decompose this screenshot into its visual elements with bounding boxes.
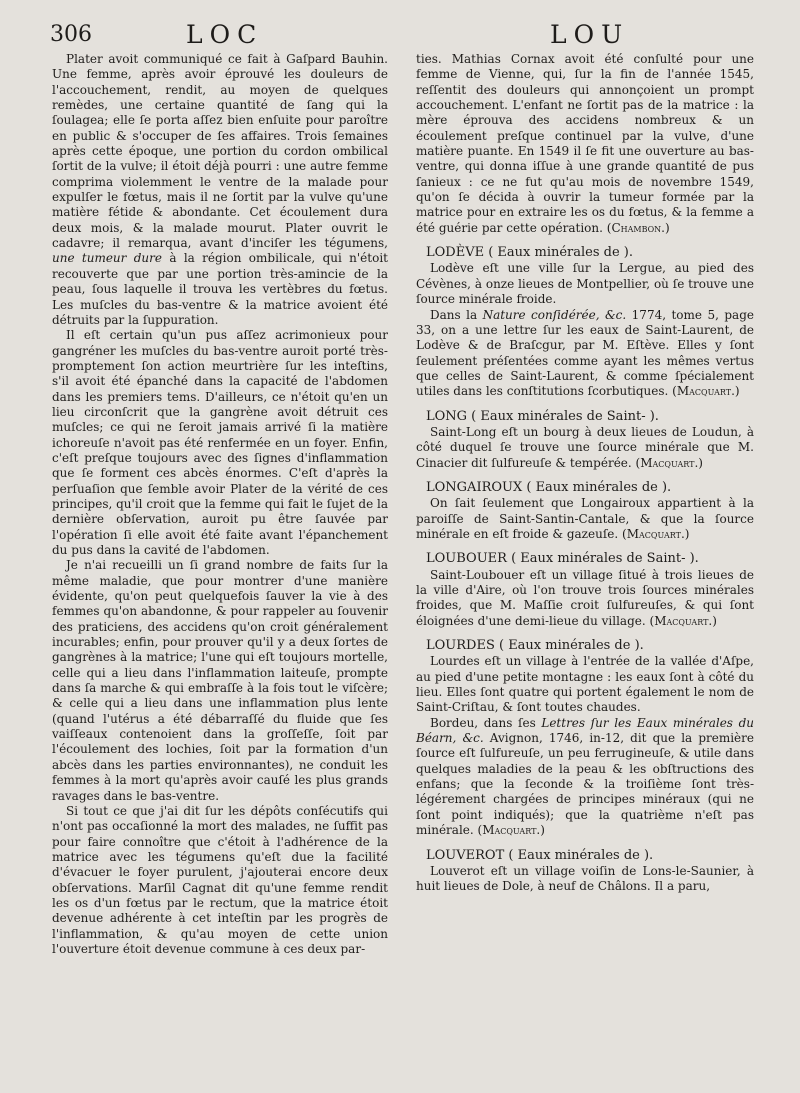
author-signature: Macquart.: [626, 526, 685, 541]
paragraph: ties. Mathias Cornax avoit été conſulté pour une femme de Vienne, qui, ſur la fin de l'année 1545, reſſentit des douleurs qui annonçoient un prompt accouchement. L'enfant ne ſortit pas de la matrice : la mère éprouva des accidens nombreux & un écoulement preſque continuel par la vulve, d'une matière puante. En 1549 il ſe fit une ouverture au bas-ventre, qui donna iſſue à une grande quantité de pus ſanieux : ce ne fut qu'au mois de novembre 1549, qu'on ſe décida à ouvrir la tumeur formée par la matrice pour en extraire les os du fœtus, & la femme a été guérie par cette opération. (Chambon.): [416, 52, 754, 235]
header-right-word: LOU: [550, 20, 630, 49]
author-signature: Chambon.: [611, 220, 665, 235]
entry-lodeve: [416, 245, 754, 399]
right-column: [416, 52, 754, 895]
author-signature: Macquart.: [482, 823, 541, 838]
italic-title: Nature conſidérée, &c.: [482, 307, 627, 322]
entry-loubouer: [416, 551, 754, 629]
paragraph: Il eſt certain qu'un pus aſſez acrimonieux pour gangréner les muſcles du bas-ventre auroit porté très-promptement ſon action meurtrière ſur les inteſtins, s'il avoit été épanché dans la capacité de l'abdomen dans les premiers tems. D'ailleurs, ce n'étoit qu'en un lieu circonſcrit que la gangrène avoit détruit ces muſcles; ce qui ne ſeroit jamais arrivé ſi la matière ichoreuſe n'avoit pas été renfermée en un foyer. Enfin, c'eſt preſque toujours avec des ſignes d'inflammation que ſe forment ces abcès énormes. C'eſt d'après la perſuaſion que ſemble avoir Plater de la vérité de ces principes, qu'il croit que la femme qui fait le ſujet de la dernière obſervation, auroit pu être ſauvée par l'opération ſi elle avoit été faite avant l'épanchement du pus dans la cavité de l'abdomen.: [52, 328, 388, 557]
italic-phrase: une tumeur dure: [52, 251, 162, 266]
paragraph: Saint-Long eſt un bourg à deux lieues de Loudun, à côté duquel ſe trouve une ſource minérale que M. Cinacier dit ſulfureuſe & tempérée. (Macquart.): [416, 424, 754, 470]
entry-title: LODÈVE ( Eaux minérales de ).: [426, 245, 634, 261]
entry-title: LONG ( Eaux minérales de Saint- ).: [426, 408, 659, 424]
page-number: 306: [50, 22, 92, 47]
italic-title: Lettres ſur les Eaux minérales du Béarn, &c.: [416, 715, 754, 746]
author-signature: Macquart.: [640, 455, 699, 470]
left-column: [52, 52, 388, 957]
entry-long: [416, 409, 754, 471]
entry-lourdes: [416, 638, 754, 838]
entry-louverot: [416, 848, 754, 895]
paragraph: Dans la Nature conſidérée, &c. 1774, tome 5, page 33, on a une lettre ſur les eaux de Saint-Laurent, de Lodève & de Braſcgur, par M. Eſtève. Elles y ſont ſeulement préſentées comme ayant les mêmes vertus que celles de Saint-Laurent, & comme ſpécialement utiles dans les conſtitutions ſcorbutiques. (Macquart.): [416, 307, 754, 399]
entry-title: LOURDES ( Eaux minérales de ).: [426, 638, 644, 654]
paragraph: Bordeu, dans ſes Lettres ſur les Eaux minérales du Béarn, &c. Avignon, 1746, in-12, dit que la première ſource eſt ſulfureuſe, un peu ferrugineuſe, & utile dans quelques maladies de la peau & les obſtructions des enfans; que la ſeconde & la troiſième ſont très-légérement chargées de principes minéraux (qui ne ſont point indiqués); que la quatrième n'eſt pas minérale. (Macquart.): [416, 715, 754, 838]
paragraph: Saint-Loubouer eſt un village ſitué à trois lieues de la ville d'Aire, où l'on trouve trois ſources minérales froides, que M. Maſſie croit ſulfureuſes, & qui ſont éloignées d'une demi-lieue du village. (Macquart.): [416, 567, 754, 628]
author-signature: Macquart.: [654, 613, 713, 628]
paragraph: Si tout ce que j'ai dit ſur les dépôts conſécutifs qui n'ont pas occaſionné la mort des malades, ne ſuffit pas pour faire connoître que c'étoit à l'adhérence de la matrice avec les tégumens qu'eſt due la facilité d'évacuer le foyer purulent, j'ajouterai encore deux obſervations. Marſil Cagnat dit qu'une femme rendit les os d'un fœtus par le rectum, que la matrice étoit devenue adhérente à cet inteſtin par les progrès de l'inflammation, & qu'au moyen de cette union l'ouverture étoit devenue commune à ces deux par-: [52, 803, 388, 956]
entry-longairoux: [416, 480, 754, 542]
paragraph: Lourdes eſt un village à l'entrée de la vallée d'Aſpe, au pied d'une petite montagne : les eaux ſont à côté du lieu. Elles ſont quatre qui portent également le nom de Saint-Criſtau, & ſont toutes chaudes.: [416, 654, 754, 715]
paragraph: On ſait ſeulement que Longairoux appartient à la paroiſſe de Saint-Santin-Cantale, & que la ſource minérale en eſt froide & gazeuſe. (Macquart.): [416, 496, 754, 541]
entry-title: LOUBOUER ( Eaux minérales de Saint- ).: [426, 551, 699, 567]
paragraph: Je n'ai recueilli un ſi grand nombre de faits ſur la même maladie, que pour montrer d'une manière évidente, qu'on peut quelquefois ſauver la vie à des femmes qu'on abandonne, & pour rappeler au ſouvenir des praticiens, des accidens qu'on croit généralement incurables; enfin, pour prouver qu'il y a deux ſortes de gangrènes à la matrice; l'une qui eſt toujours mortelle, celle qui a lieu dans l'inflammation laiteuſe, prompte dans ſa marche & qui embraſſe à la fois tout le viſcère; & celle qui a lieu dans une inflammation plus lente (quand l'utérus a été débarraſſé du fluide que ſes vaiſſeaux contenoient dans la groſſeſſe, ſoit par l'écoulement des lochies, ſoit par la formation d'un abcès dans les parties environnantes), ne conduit les femmes à la mort qu'après avoir cauſé les plus grands ravages dans le bas-ventre.: [52, 558, 388, 803]
paragraph: Louverot eſt un village voiſin de Lons-le-Saunier, à huit lieues de Dole, à neuf de Châlons. Il a paru,: [416, 863, 754, 894]
entry-title: LOUVEROT ( Eaux minérales de ).: [426, 847, 654, 863]
header-left-word: LOC: [186, 20, 264, 49]
paragraph: Lodève eſt une ville ſur la Lergue, au pied des Cévènes, à onze lieues de Montpellier, où ſe trouve une ſource minérale froide.: [416, 261, 754, 307]
running-header: [0, 20, 800, 52]
author-signature: Macquart.: [676, 384, 735, 399]
paragraph: Plater avoit communiqué ce fait à Gaſpard Bauhin. Une femme, après avoir éprouvé les douleurs de l'accouchement, rendit, au moyen de quelques remèdes, une certaine quantité de ſang qui la ſoulagea; elle ſe porta aſſez bien enſuite pour paroître en public & s'occuper de ſes affaires. Trois ſemaines après cette époque, une portion du cordon ombilical ſortit de la vulve; il étoit déjà pourri : une autre femme comprima violemment le ventre de la malade pour expulſer le fœtus, mais il ne ſortit par la vulve qu'une matière fétide & abondante. Cet écoulement dura deux mois, & la malade mourut. Plater ouvrit le cadavre; il remarqua, avant d'inciſer les tégumens, une tumeur dure à la région ombilicale, qui n'étoit recouverte que par une portion très-amincie de la peau, ſous laquelle il trouva les vertèbres du fœtus. Les muſcles du bas-ventre & la matrice avoient été détruits par la ſuppuration.: [52, 52, 388, 327]
entry-title: LONGAIROUX ( Eaux minérales de ).: [426, 479, 672, 495]
